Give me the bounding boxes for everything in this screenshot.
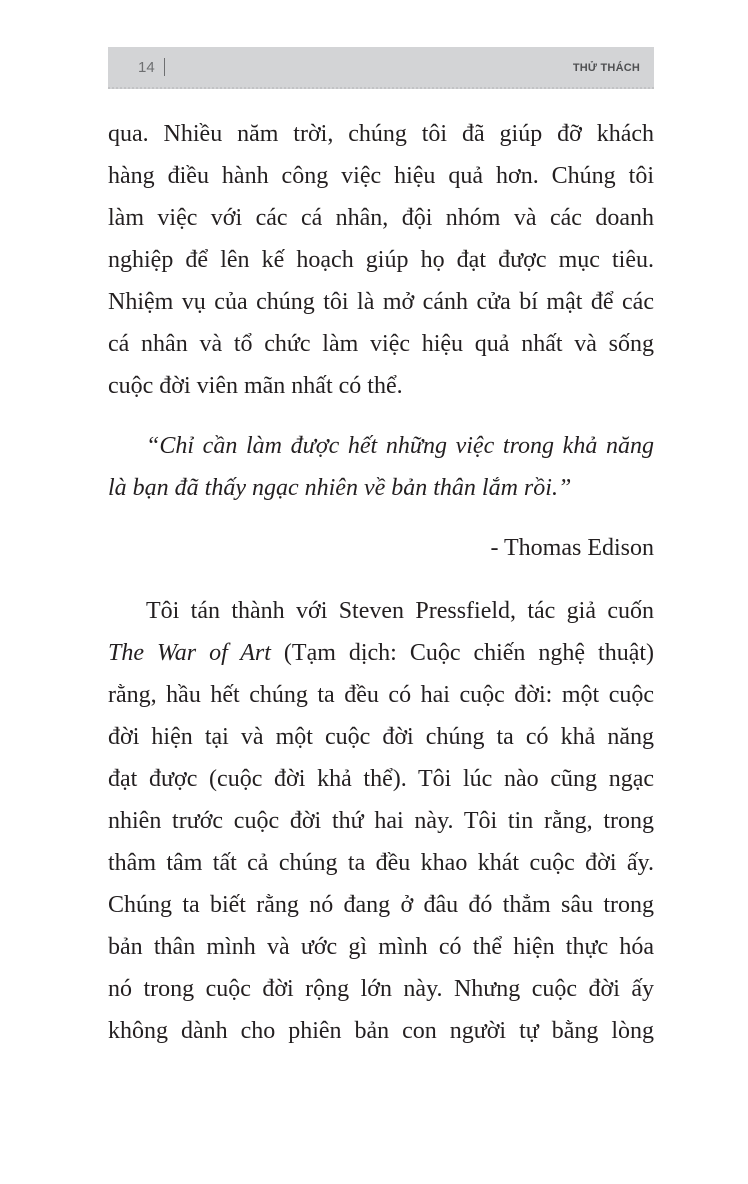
paragraph-2 [108, 590, 654, 1052]
text-line: nó trong cuộc đời rộng lớn này. Nhưng cuộc đời ấy [108, 976, 654, 1002]
text-line: nghiệp để lên kế hoạch giúp họ đạt được mục tiêu. [108, 247, 654, 273]
text-line: bản thân mình và ước gì mình có thể hiện thực hóa [108, 934, 654, 960]
block-quote [108, 425, 654, 509]
text-line: qua. Nhiều năm trời, chúng tôi đã giúp đỡ khách [108, 121, 654, 147]
header-divider [164, 58, 165, 76]
text-line: rằng, hầu hết chúng ta đều có hai cuộc đời: một cuộc [108, 682, 654, 708]
text-line: Tôi tán thành với Steven Pressfield, tác giả cuốn [146, 598, 654, 624]
text-line-with-book-title [108, 632, 654, 674]
text-line: đời hiện tại và một cuộc đời chúng ta có khả năng [108, 724, 654, 750]
text-line: Chúng ta biết rằng nó đang ở đâu đó thẳm sâu trong [108, 892, 654, 918]
running-header [108, 47, 654, 89]
text-line: cá nhân và tổ chức làm việc hiệu quả nhất và sống [108, 331, 654, 357]
text-line: đạt được (cuộc đời khả thể). Tôi lúc nào cũng ngạc [108, 766, 654, 792]
text-line: cuộc đời viên mãn nhất có thể. [108, 373, 403, 399]
text-line: không dành cho phiên bản con người tự bằng lòng [108, 1018, 654, 1044]
text-line: Nhiệm vụ của chúng tôi là mở cánh cửa bí mật để các [108, 289, 654, 315]
book-title: The War of Art [108, 640, 271, 666]
text-line: hàng điều hành công việc hiệu quả hơn. Chúng tôi [108, 163, 654, 189]
quote-attribution: - Thomas Edison [490, 535, 654, 561]
quote-attribution-block [108, 527, 654, 569]
text-line: nhiên trước cuộc đời thứ hai này. Tôi tin rằng, trong [108, 808, 654, 834]
chapter-title: THỬ THÁCH [572, 62, 640, 74]
quote-line: “Chỉ cần làm được hết những việc trong khả năng [146, 433, 654, 459]
text-line: thâm tâm tất cả chúng ta đều khao khát cuộc đời ấy. [108, 850, 654, 876]
text-line: làm việc với các cá nhân, đội nhóm và các doanh [108, 205, 654, 231]
page-number: 14 [138, 59, 155, 76]
text-fragment: (Tạm dịch: Cuộc chiến nghệ thuật) [270, 640, 655, 666]
quote-line: là bạn đã thấy ngạc nhiên về bản thân lắm rồi.” [108, 475, 572, 501]
paragraph-1 [108, 113, 654, 407]
